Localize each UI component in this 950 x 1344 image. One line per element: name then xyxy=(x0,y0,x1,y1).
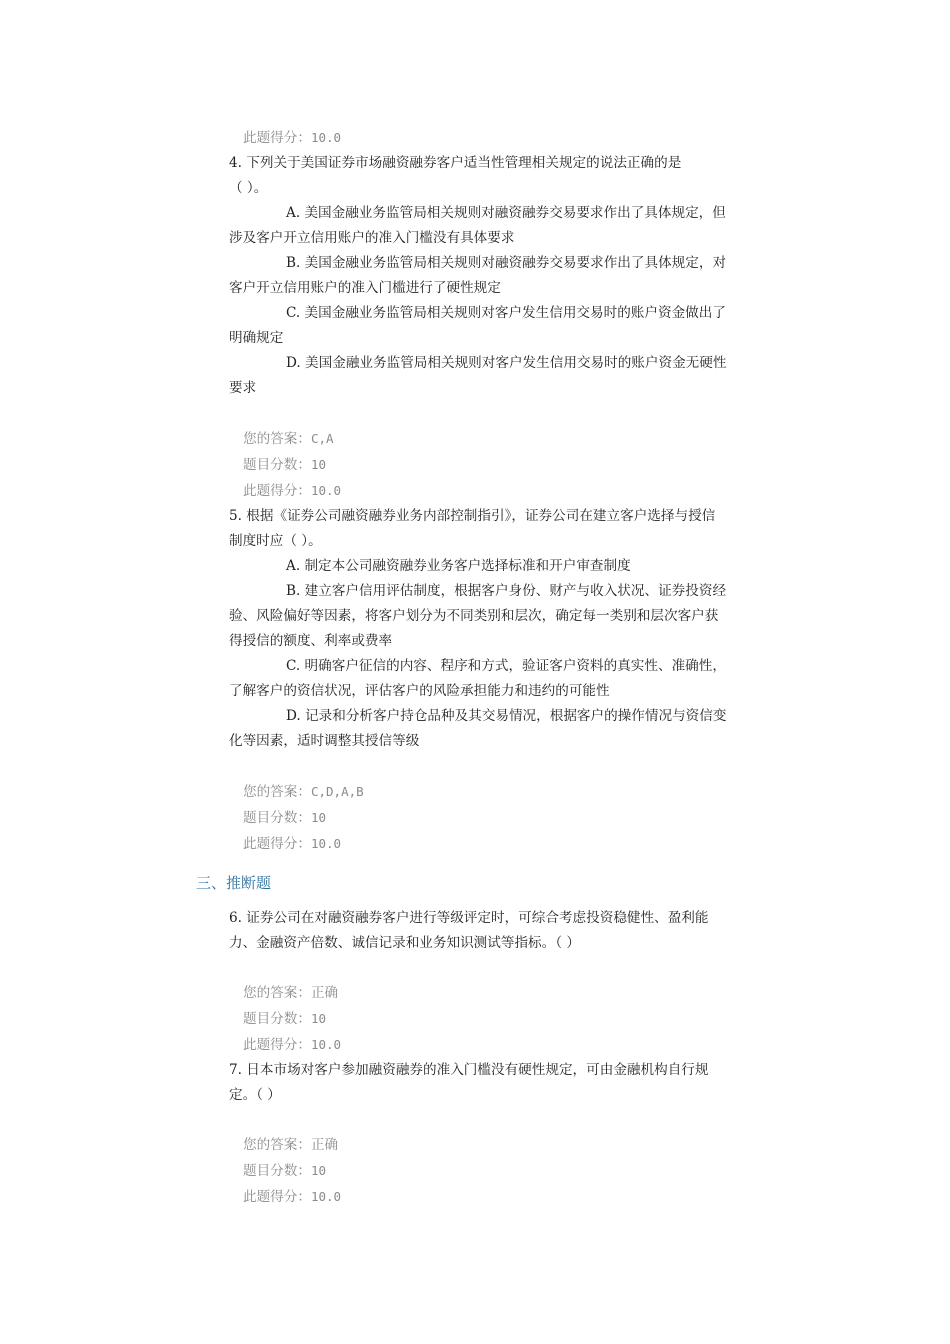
option-a: A. 制定本公司融资融券业务客户选择标准和开户审查制度 xyxy=(286,558,631,574)
option-d: D. 美国金融业务监管局相关规则对客户发生信用交易时的账户资金无硬性 xyxy=(286,355,727,371)
option-d-cont: 化等因素，适时调整其授信等级 xyxy=(229,733,420,749)
question-stem-cont: 力、金融资产倍数、诚信记录和业务知识测试等指标。（ ） xyxy=(229,935,580,951)
question-stem: 7. 日本市场对客户参加融资融券的准入门槛没有硬性规定，可由金融机构自行规 xyxy=(229,1062,709,1078)
quiz-content xyxy=(196,125,759,1210)
question-points: 题目分数：10 xyxy=(243,1163,327,1179)
question-score: 此题得分：10.0 xyxy=(243,836,342,852)
option-b: B. 建立客户信用评估制度，根据客户身份、财产与收入状况、证券投资经 xyxy=(286,583,727,599)
option-b-cont: 客户开立信用账户的准入门槛进行了硬性规定 xyxy=(229,280,501,296)
question-6 xyxy=(229,906,759,1058)
option-a: A. 美国金融业务监管局相关规则对融资融券交易要求作出了具体规定，但 xyxy=(286,205,726,221)
question-score: 此题得分：10.0 xyxy=(243,1189,342,1205)
option-a-cont: 涉及客户开立信用账户的准入门槛没有具体要求 xyxy=(229,230,515,246)
your-answer: 您的答案：C,A xyxy=(243,431,334,447)
question-7 xyxy=(229,1058,759,1210)
question-score: 此题得分：10.0 xyxy=(243,1037,342,1053)
option-b: B. 美国金融业务监管局相关规则对融资融券交易要求作出了具体规定，对 xyxy=(286,255,727,271)
question-points: 题目分数：10 xyxy=(243,1011,327,1027)
question-stem-cont: 定。（ ） xyxy=(229,1087,281,1103)
option-d-cont: 要求 xyxy=(229,380,257,396)
previous-question-score: 此题得分：10.0 xyxy=(243,130,342,146)
section-title-judgement: 三、推断题 xyxy=(196,874,272,892)
option-c: C. 美国金融业务监管局相关规则对客户发生信用交易时的账户资金做出了 xyxy=(286,305,726,321)
option-c-cont: 了解客户的资信状况，评估客户的风险承担能力和违约的可能性 xyxy=(229,683,610,699)
question-stem: 4. 下列关于美国证券市场融资融券客户适当性管理相关规定的说法正确的是 xyxy=(229,155,682,171)
option-c: C. 明确客户征信的内容、程序和方式，验证客户资料的真实性、准确性， xyxy=(286,658,726,674)
question-points: 题目分数：10 xyxy=(243,457,327,473)
question-score: 此题得分：10.0 xyxy=(243,483,342,499)
your-answer: 您的答案：C,D,A,B xyxy=(243,784,364,800)
your-answer: 您的答案：正确 xyxy=(243,1137,339,1153)
question-stem: 5. 根据《证券公司融资融券业务内部控制指引》，证券公司在建立客户选择与授信 xyxy=(229,508,716,524)
question-5 xyxy=(229,504,759,857)
option-b-cont: 验、风险偏好等因素，将客户划分为不同类别和层次，确定每一类别和层次客户获 xyxy=(229,608,719,624)
your-answer: 您的答案：正确 xyxy=(243,985,339,1001)
question-stem: 6. 证券公司在对融资融券客户进行等级评定时，可综合考虑投资稳健性、盈利能 xyxy=(229,910,709,926)
question-stem-cont: 制度时应（ ）。 xyxy=(229,533,322,549)
question-4 xyxy=(229,151,759,504)
option-d: D. 记录和分析客户持仓品种及其交易情况，根据客户的操作情况与资信变 xyxy=(286,708,727,724)
option-c-cont: 明确规定 xyxy=(229,330,284,346)
question-stem-cont: （ ）。 xyxy=(229,180,268,196)
question-points: 题目分数：10 xyxy=(243,810,327,826)
option-b-cont-2: 得授信的额度、利率或费率 xyxy=(229,633,393,649)
